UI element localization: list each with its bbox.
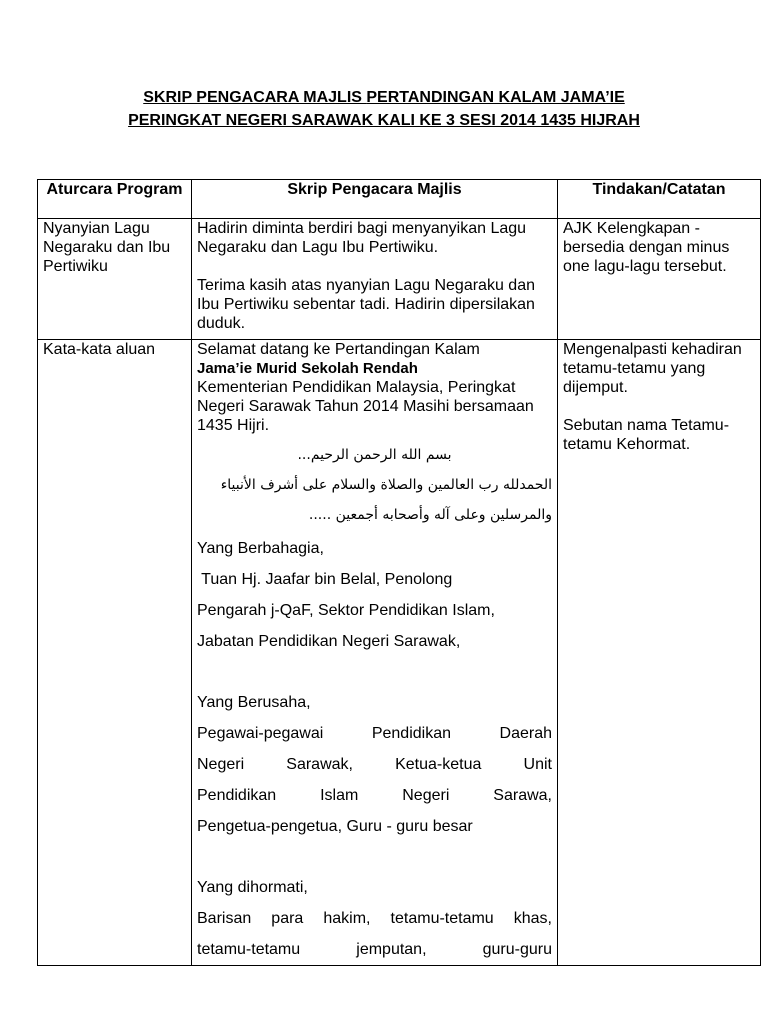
document-title [0, 86, 768, 132]
arabic-hamdalah-line-1: الحمدلله رب العالمين والصلاة والسلام على أشرف الأنبياء [220, 477, 552, 493]
row2-script-intro-b: Kementerian Pendidikan Malaysia, Peringkat Negeri Sarawak Tahun 2014 Masihi bersamaan 1435 Hijri. [197, 379, 534, 434]
arabic-hamdalah-line-2: والمرسلين وعلى آله وأصحابه أجمعين ..... [308, 507, 552, 523]
row2-script-intro-a: Selamat datang ke Pertandingan Kalam [197, 341, 480, 358]
header-skrip: Skrip Pengacara Majlis [192, 180, 558, 219]
row2-program [38, 340, 192, 966]
salutation-3-line-2: tetamu-tetamu jemputan, guru-guru [197, 941, 552, 958]
table-row [38, 340, 761, 966]
row1-note-text: AJK Kelengkapan - bersedia dengan minus one lagu-lagu tersebut. [563, 220, 730, 275]
title-line-2: PERINGKAT NEGERI SARAWAK KALI KE 3 SESI 2014 1435 HIJRAH [128, 112, 640, 129]
salutation-2-line-1: Pegawai-pegawai Pendidikan Daerah [197, 725, 552, 742]
row2-script-intro-bold: Jama’ie Murid Sekolah Rendah [197, 360, 418, 377]
salutation-2-line-4: Pengetua-pengetua, Guru - guru besar [197, 818, 473, 835]
salutation-2-line-3: Pendidikan Islam Negeri Sarawa, [197, 787, 552, 804]
table-header-row [38, 180, 761, 219]
salutation-3-line-1: Barisan para hakim, tetamu-tetamu khas, [197, 910, 552, 927]
row1-program-text: Nyanyian Lagu Negaraku dan Ibu Pertiwiku [43, 220, 171, 275]
row2-script [192, 340, 558, 966]
title-line-1 [0, 86, 768, 109]
row2-note [558, 340, 761, 966]
row1-script-para-2: Terima kasih atas nyanyian Lagu Negaraku dan Ibu Pertiwiku sebentar tadi. Hadirin dipersilakan duduk. [197, 277, 535, 332]
row1-script [192, 219, 558, 340]
title-line-1-part-1: SKRIP PENGACARA MAJLIS [143, 89, 367, 106]
header-tindakan: Tindakan/Catatan [558, 180, 761, 219]
salutation-1-line-3: Jabatan Pendidikan Negeri Sarawak, [197, 633, 461, 650]
salutation-2-line-2: Negeri Sarawak, Ketua-ketua Unit [197, 756, 552, 773]
title-line-1-part-2: PERTANDINGAN KALAM JAMA’IE [366, 89, 625, 106]
row1-program [38, 219, 192, 340]
row2-note-para-1: Mengenalpasti kehadiran tetamu-tetamu yang dijemput. [563, 341, 742, 396]
salutation-3-heading: Yang dihormati, [197, 879, 308, 896]
arabic-basmalah: بسم الله الرحمن الرحيم... [297, 447, 452, 463]
salutation-1-line-2: Pengarah j-QaF, Sektor Pendidikan Islam, [197, 602, 495, 619]
row1-note [558, 219, 761, 340]
salutation-2-heading: Yang Berusaha, [197, 694, 311, 711]
salutation-1-line-1: Tuan Hj. Jaafar bin Belal, Penolong [197, 571, 453, 588]
salutation-1-heading: Yang Berbahagia, [197, 540, 324, 557]
row2-note-para-2: Sebutan nama Tetamu-tetamu Kehormat. [563, 417, 730, 453]
table-row [38, 219, 761, 340]
header-aturcara: Aturcara Program [38, 180, 192, 219]
row2-program-text: Kata-kata aluan [43, 341, 156, 358]
script-table [37, 179, 761, 966]
row1-script-para-1: Hadirin diminta berdiri bagi menyanyikan Lagu Negaraku dan Lagu Ibu Pertiwiku. [197, 220, 527, 256]
